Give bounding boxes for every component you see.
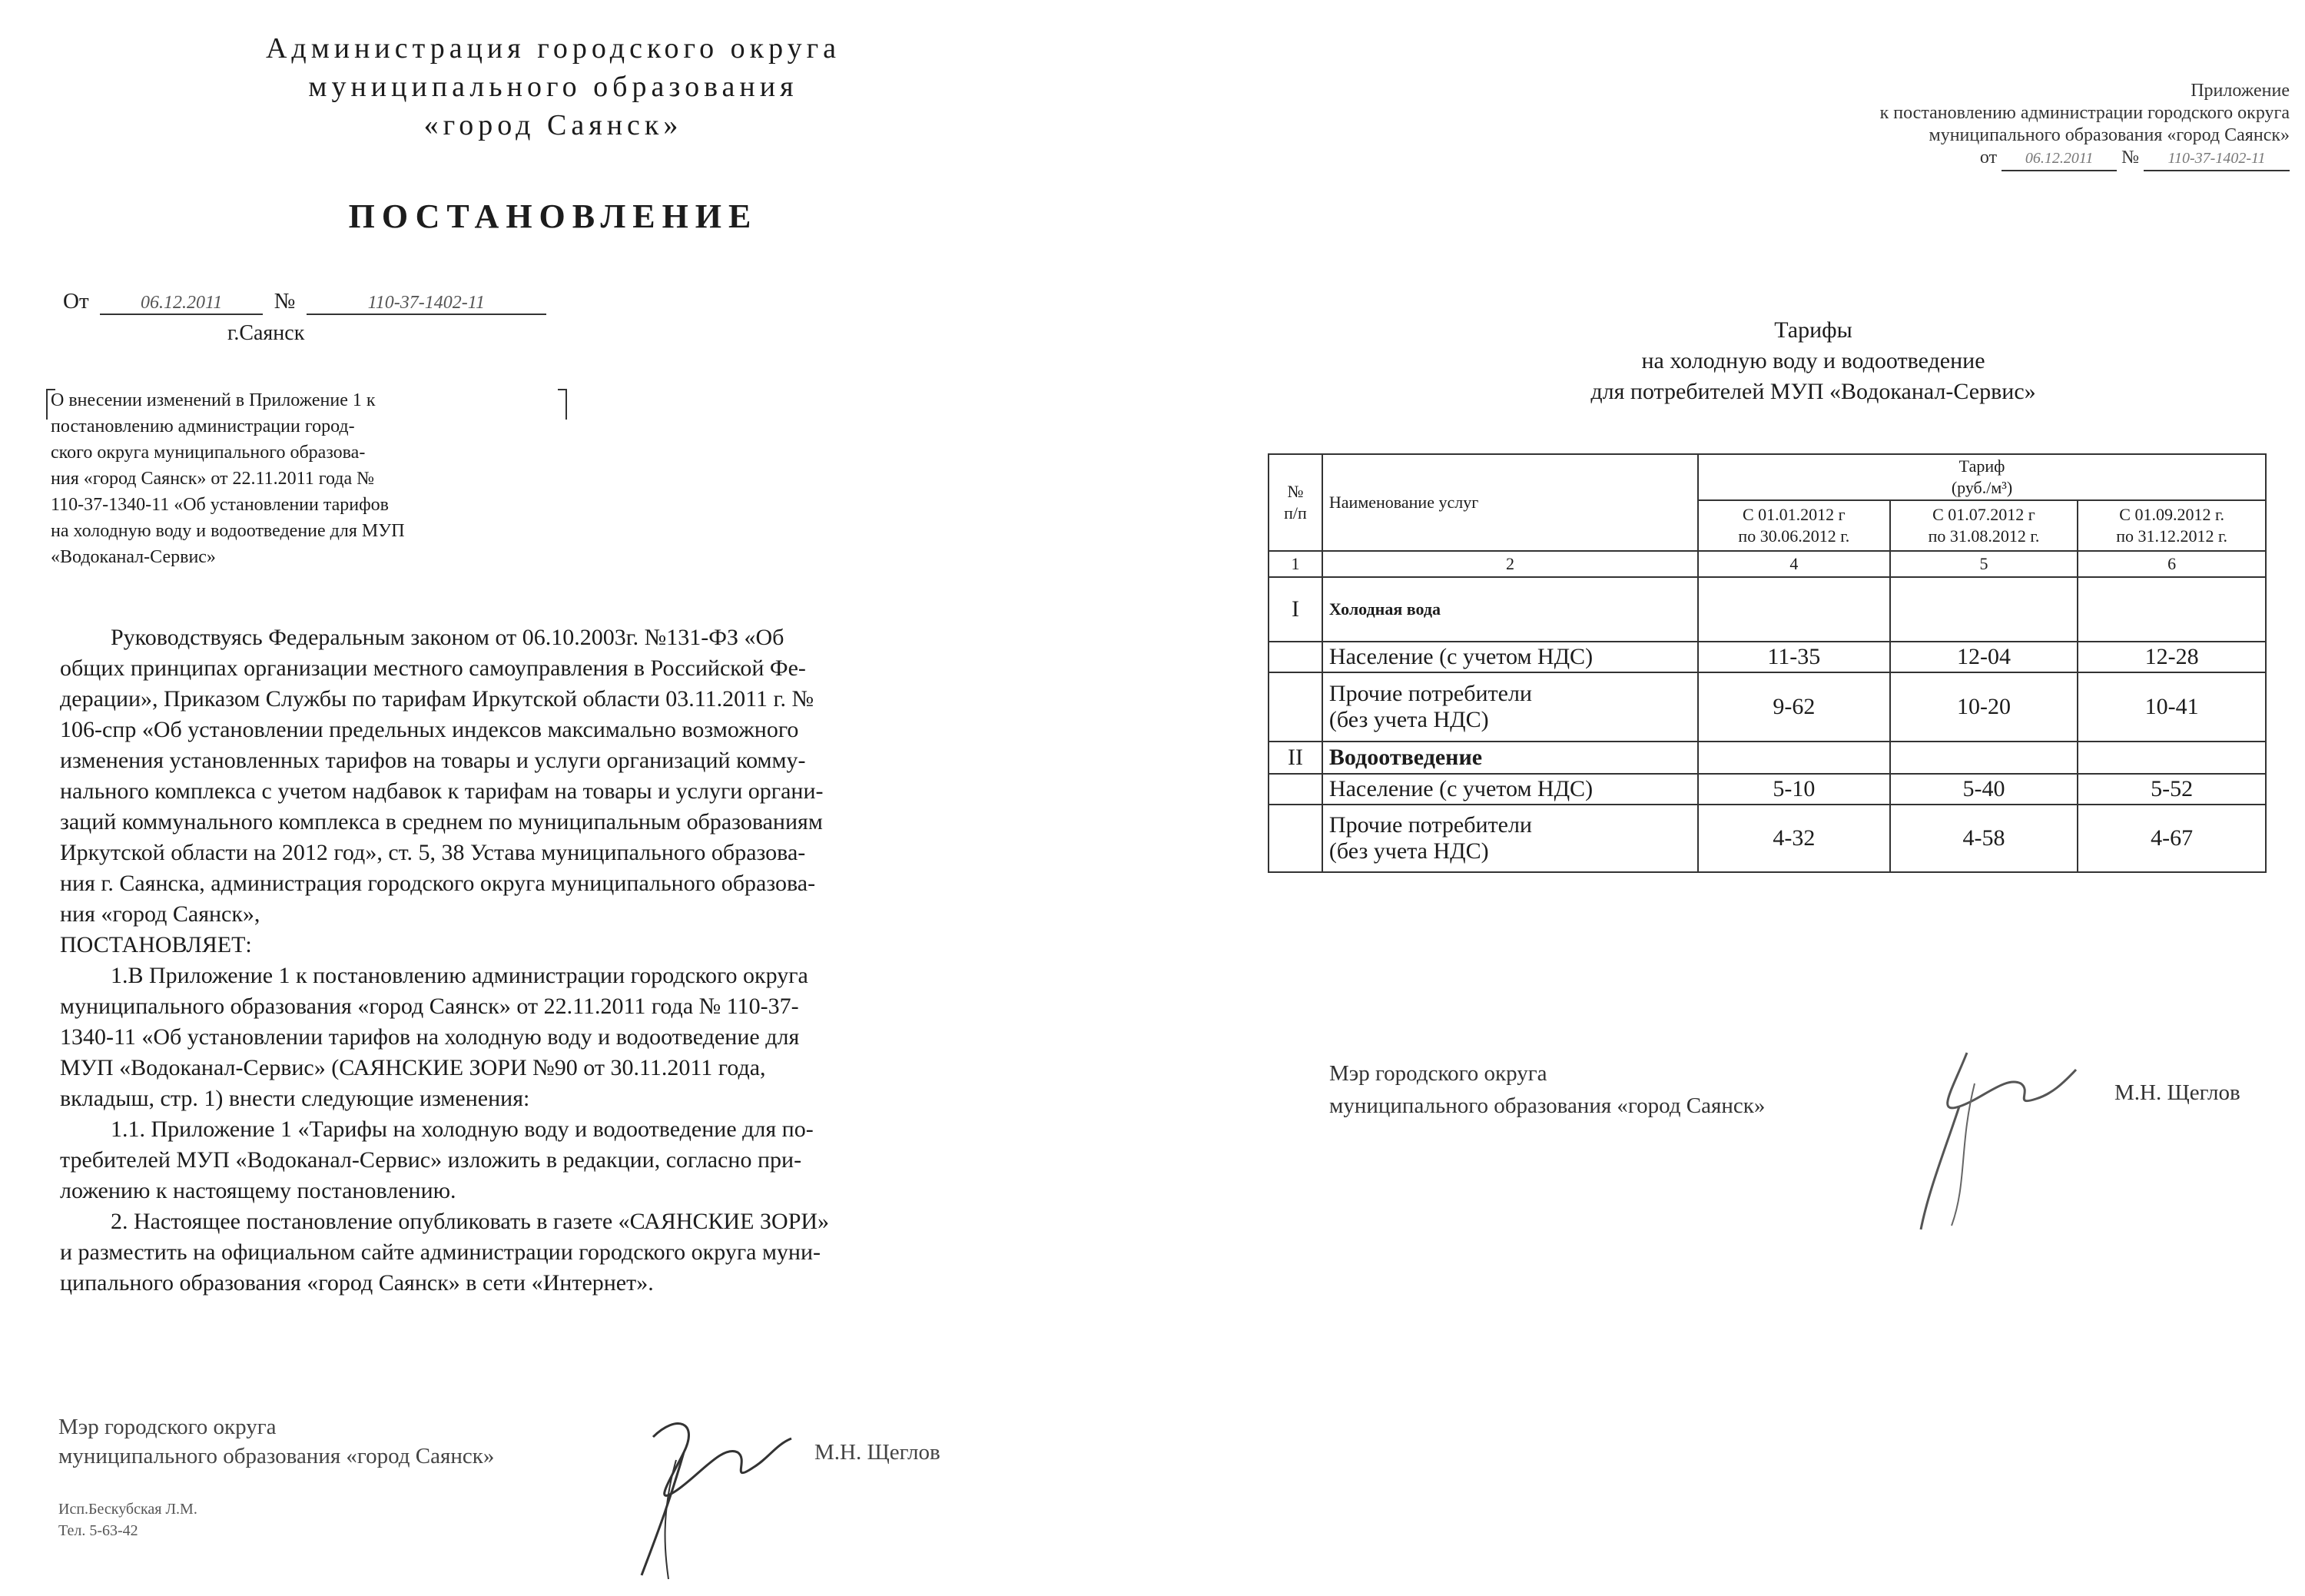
body-line: ния «город Саянск», xyxy=(60,901,260,927)
col-header-tariff: Тариф (руб./м³) xyxy=(1698,454,2266,500)
tariff-title-line-3: для потребителей МУП «Водоканал-Сервис» xyxy=(1590,379,2036,404)
signatory-title-line-2: муниципального образования «город Саянск» xyxy=(58,1444,495,1468)
handwritten-signature-right xyxy=(1875,1022,2090,1237)
index-cell: 5 xyxy=(1890,551,2078,577)
body-line: дерации», Приказом Службы по тарифам Иркутской области 03.11.2011 г. № xyxy=(60,686,814,712)
signatory-title-line-1: Мэр городского округа xyxy=(58,1415,277,1439)
signatory-name-right: М.Н. Щеглов xyxy=(2114,1080,2240,1105)
signature-block-left xyxy=(58,1412,494,1471)
tariff-value: 5-52 xyxy=(2078,774,2266,805)
row-name: Население (с учетом НДС) xyxy=(1322,642,1698,672)
index-cell: 2 xyxy=(1322,551,1698,577)
body-line: нального комплекса с учетом надбавок к тарифам на товары и услуги органи- xyxy=(60,778,824,804)
subject-line: 110-37-1340-11 «Об установлении тарифов xyxy=(51,495,390,515)
subject-line: О внесении изменений в Приложение 1 к xyxy=(51,390,376,410)
document-date: 06.12.2011 xyxy=(100,293,263,315)
subject-line: ния «город Саянск» от 22.11.2011 года № xyxy=(51,469,375,489)
appendix-date: 06.12.2011 xyxy=(2002,148,2117,171)
appendix-number-label: № xyxy=(2121,148,2139,168)
issuer-line-1: Администрация городского округа xyxy=(265,32,841,65)
table-row xyxy=(1269,805,2266,872)
executor-phone: Тел. 5-63-42 xyxy=(58,1522,138,1539)
document-date-line xyxy=(63,289,546,315)
tariff-value: 11-35 xyxy=(1698,642,1890,672)
period-header: С 01.07.2012 г по 31.08.2012 г. xyxy=(1890,500,2078,551)
number-label: № xyxy=(274,289,296,314)
body-line: 2. Настоящее постановление опубликовать в газете «САЯНСКИЕ ЗОРИ» xyxy=(111,1209,830,1234)
index-cell: 1 xyxy=(1269,551,1322,577)
issuer-line-3: «город Саянск» xyxy=(423,109,683,141)
section-name: Холодная вода xyxy=(1322,577,1698,642)
from-label: От xyxy=(63,289,89,314)
tariff-value: 9-62 xyxy=(1698,672,1890,742)
tariff-value: 4-67 xyxy=(2078,805,2266,872)
body-line: Иркутской области на 2012 год», ст. 5, 38 Устава муниципального образова- xyxy=(60,840,806,865)
tariff-title-line-2: на холодную воду и водоотведение xyxy=(1641,348,1985,373)
subject-block xyxy=(51,387,550,570)
appendix-from-label: от xyxy=(1979,148,1998,168)
signature-block-right xyxy=(1329,1057,1765,1122)
period-header: С 01.09.2012 г. по 31.12.2012 г. xyxy=(2078,500,2266,551)
tariff-value: 5-40 xyxy=(1890,774,2078,805)
table-row xyxy=(1269,642,2266,672)
document-number: 110-37-1402-11 xyxy=(307,293,546,315)
section-number: II xyxy=(1269,742,1322,774)
index-cell: 6 xyxy=(2078,551,2266,577)
body-line: 106-спр «Об установлении предельных индексов максимально возможного xyxy=(60,717,799,742)
tariff-value: 4-58 xyxy=(1890,805,2078,872)
subject-line: постановлению администрации город- xyxy=(51,416,355,436)
subject-line: «Водоканал-Сервис» xyxy=(51,547,216,567)
subject-bracket-right xyxy=(558,389,567,420)
issuer-header xyxy=(123,29,983,144)
col-header-number: № п/п xyxy=(1269,454,1322,551)
table-header-row xyxy=(1269,454,2266,500)
tariff-value: 10-20 xyxy=(1890,672,2078,742)
tariff-value: 12-04 xyxy=(1890,642,2078,672)
subject-line: ского округа муниципального образова- xyxy=(51,443,366,463)
section-name: Водоотведение xyxy=(1322,742,1698,774)
row-name: Прочие потребители (без учета НДС) xyxy=(1322,672,1698,742)
body-line: ципального образования «город Саянск» в сети «Интернет». xyxy=(60,1270,654,1296)
resolution-body xyxy=(60,622,1043,1299)
table-row xyxy=(1269,672,2266,742)
col-header-service: Наименование услуг xyxy=(1322,454,1698,551)
appendix-header xyxy=(1567,80,2290,171)
appendix-date-line xyxy=(1567,147,2290,171)
signatory-title-line-1: Мэр городского округа xyxy=(1329,1061,1547,1086)
tariff-value: 12-28 xyxy=(2078,642,2266,672)
body-line: вкладыш, стр. 1) внести следующие изменения: xyxy=(60,1086,530,1111)
handwritten-signature-left xyxy=(607,1391,807,1583)
tariff-value: 4-32 xyxy=(1698,805,1890,872)
body-line: изменения установленных тарифов на товары и услуги организаций комму- xyxy=(60,748,806,773)
table-row xyxy=(1269,774,2266,805)
body-line: и разместить на официальном сайте администрации городского округа муни- xyxy=(60,1239,821,1265)
body-line: 1340-11 «Об установлении тарифов на холодную воду и водоотведение для xyxy=(60,1024,800,1050)
appendix-number: 110-37-1402-11 xyxy=(2144,148,2290,171)
tariff-table xyxy=(1268,453,2267,873)
tariff-title-line-1: Тарифы xyxy=(1774,317,1852,343)
section-row xyxy=(1269,577,2266,642)
resolves-heading: ПОСТАНОВЛЯЕТ: xyxy=(60,932,252,957)
issuer-line-2: муниципального образования xyxy=(308,71,798,103)
index-cell: 4 xyxy=(1698,551,1890,577)
section-row xyxy=(1269,742,2266,774)
subject-bracket-left xyxy=(46,389,55,420)
row-name: Прочие потребители (без учета НДС) xyxy=(1322,805,1698,872)
executor-name: Исп.Бескубская Л.М. xyxy=(58,1501,197,1518)
section-number: I xyxy=(1269,577,1322,642)
item-2-paragraph xyxy=(60,1206,1043,1299)
document-title: ПОСТАНОВЛЕНИЕ xyxy=(348,197,758,235)
signatory-name-left: М.Н. Щеглов xyxy=(814,1440,940,1465)
signatory-title-line-2: муниципального образования «город Саянск» xyxy=(1329,1093,1766,1118)
subject-line: на холодную воду и водоотведение для МУП xyxy=(51,521,405,541)
body-line: МУП «Водоканал-Сервис» (САЯНСКИЕ ЗОРИ №90 от 30.11.2011 года, xyxy=(60,1055,766,1080)
row-name: Население (с учетом НДС) xyxy=(1322,774,1698,805)
executor-info xyxy=(58,1498,197,1541)
preamble-paragraph xyxy=(60,622,1043,930)
tariff-value: 5-10 xyxy=(1698,774,1890,805)
item-1-paragraph xyxy=(60,961,1043,1114)
appendix-line-2: к постановлению администрации городского округа xyxy=(1879,103,2290,123)
body-line: требителей МУП «Водоканал-Сервис» изложить в редакции, согласно при- xyxy=(60,1147,802,1173)
item-1-1-paragraph xyxy=(60,1114,1043,1206)
body-line: Руководствуясь Федеральным законом от 06.10.2003г. №131-ФЗ «Об xyxy=(111,625,784,650)
body-line: 1.1. Приложение 1 «Тарифы на холодную воду и водоотведение для по- xyxy=(111,1117,814,1142)
table-index-row xyxy=(1269,551,2266,577)
document-city: г.Саянск xyxy=(227,321,305,345)
body-line: общих принципах организации местного самоуправления в Российской Фе- xyxy=(60,655,806,681)
period-header: С 01.01.2012 г по 30.06.2012 г. xyxy=(1698,500,1890,551)
body-line: ния г. Саянска, администрация городского округа муниципального образова- xyxy=(60,871,816,896)
tariff-title xyxy=(1429,315,2197,407)
body-line: заций коммунального комплекса в среднем по муниципальным образованиям xyxy=(60,809,823,834)
appendix-line-3: муниципального образования «город Саянск» xyxy=(1929,125,2290,145)
body-line: 1.В Приложение 1 к постановлению администрации городского округа xyxy=(111,963,808,988)
tariff-value: 10-41 xyxy=(2078,672,2266,742)
body-line: ложению к настоящему постановлению. xyxy=(60,1178,456,1203)
body-line: муниципального образования «город Саянск» от 22.11.2011 года № 110-37- xyxy=(60,994,799,1019)
appendix-line-1: Приложение xyxy=(2191,81,2290,101)
